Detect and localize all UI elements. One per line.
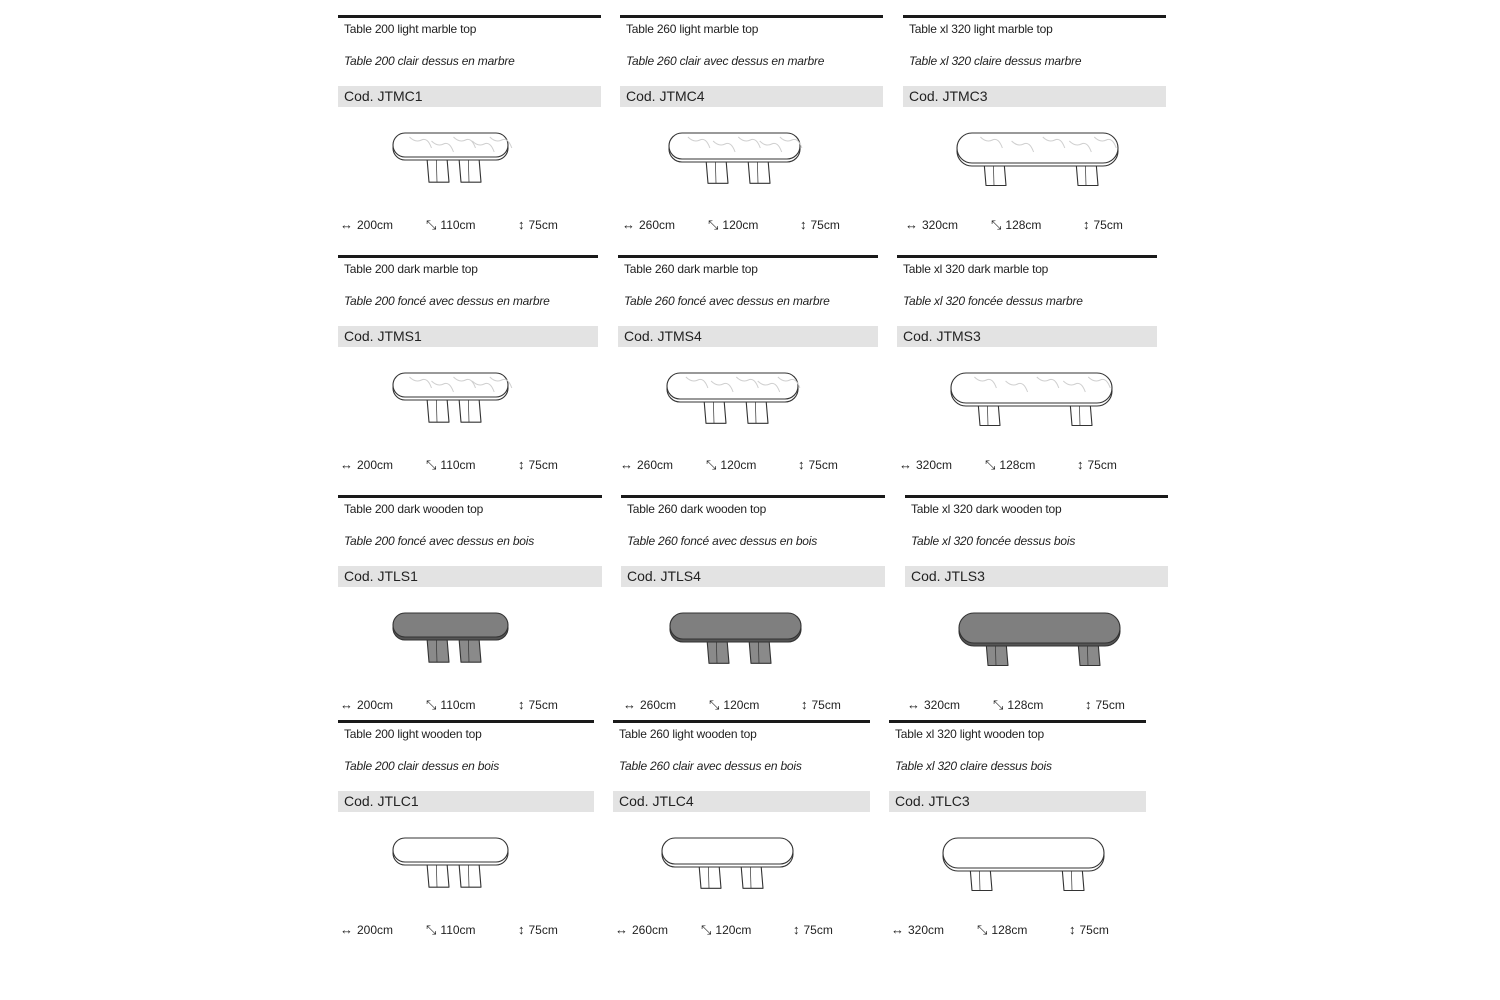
dimension-height [1085,697,1125,712]
table-illustration [620,123,883,209]
product-name-fr: Table 200 clair dessus en bois [344,759,499,773]
width-value: 260cm [637,458,674,472]
dimensions-row [621,697,885,715]
section-rule [613,720,870,723]
dimension-width [340,457,393,472]
section-rule [903,15,1166,18]
height-value: 75cm [528,458,558,472]
product-code-bar [897,326,1157,347]
depth-arrow-icon: ⤡ [977,922,988,937]
table-top [393,133,512,160]
height-value: 75cm [1079,923,1109,937]
depth-value: 120cm [720,458,757,472]
table-illustration [613,828,876,914]
dimension-height [518,697,558,712]
height-value: 75cm [1095,698,1125,712]
height-arrow-icon: ↕ [800,217,807,232]
height-value: 75cm [810,218,840,232]
dimensions-row [905,697,1168,715]
product-card [905,495,1168,721]
product-name-fr: Table 200 clair dessus en marbre [344,54,515,68]
dimensions-row [338,217,601,235]
product-name-en: Table xl 320 light marble top [909,22,1053,36]
width-value: 260cm [632,923,669,937]
section-rule [620,15,883,18]
product-code-bar [905,566,1168,587]
table-illustration [889,828,1152,914]
width-value: 320cm [908,923,945,937]
dimensions-row [889,922,1146,940]
product-code-bar [338,326,598,347]
width-arrow-icon: ↔ [899,457,912,472]
product-code-bar [620,86,883,107]
depth-arrow-icon: ⤡ [709,697,720,712]
dimension-height [800,217,840,232]
height-arrow-icon: ↕ [793,922,800,937]
height-value: 75cm [811,698,841,712]
product-code-bar [613,791,870,812]
depth-value: 110cm [440,698,476,712]
product-name-en: Table 200 dark marble top [344,262,478,276]
dimension-width [340,697,393,712]
product-card [613,720,870,946]
dimension-width [340,217,393,232]
product-code: Cod. JTLC1 [344,793,419,809]
table-top [393,838,508,865]
product-code-bar [903,86,1166,107]
depth-value: 110cm [440,923,476,937]
product-code: Cod. JTLS3 [911,568,985,584]
product-code-bar [338,791,594,812]
depth-value: 128cm [1007,698,1044,712]
product-code-bar [338,86,601,107]
height-arrow-icon: ↕ [801,697,808,712]
section-rule [338,720,594,723]
dimension-depth [426,697,476,713]
product-code: Cod. JTMS1 [344,328,422,344]
width-value: 260cm [639,218,676,232]
table-top [951,373,1112,406]
width-value: 200cm [357,458,394,472]
height-value: 75cm [528,698,558,712]
product-card [338,495,602,721]
table-illustration [621,603,884,689]
height-arrow-icon: ↕ [1069,922,1076,937]
product-code: Cod. JTMS3 [903,328,981,344]
depth-arrow-icon: ⤡ [426,922,437,937]
product-card [897,255,1157,481]
dimension-height [798,457,838,472]
dimension-depth [977,922,1027,938]
dimension-width [615,922,668,937]
product-card [618,255,878,481]
width-arrow-icon: ↔ [623,697,636,712]
table-top [393,613,508,640]
dimensions-row [620,217,883,235]
width-value: 200cm [357,698,394,712]
product-name-en: Table 260 dark wooden top [627,502,767,516]
table-illustration [618,363,881,449]
product-name-en: Table 200 light wooden top [344,727,482,741]
height-value: 75cm [528,218,558,232]
dimension-depth [993,697,1043,713]
depth-arrow-icon: ⤡ [708,217,719,232]
section-rule [618,255,878,258]
product-code: Cod. JTMC1 [344,88,423,104]
product-card [903,15,1166,241]
product-name-en: Table xl 320 light wooden top [895,727,1044,741]
depth-value: 128cm [1005,218,1042,232]
dimension-depth [991,217,1041,233]
height-arrow-icon: ↕ [518,217,525,232]
dimensions-row [897,457,1157,475]
product-name-fr: Table 200 foncé avec dessus en bois [344,534,535,548]
table-top [957,133,1118,166]
product-name-fr: Table 260 clair avec dessus en marbre [626,54,825,68]
product-code: Cod. JTLC3 [895,793,970,809]
product-code-bar [621,566,885,587]
height-value: 75cm [1087,458,1117,472]
product-code-bar [889,791,1146,812]
product-code: Cod. JTLS4 [627,568,701,584]
table-illustration [338,828,601,914]
depth-arrow-icon: ⤡ [706,457,717,472]
width-arrow-icon: ↔ [340,457,353,472]
product-name-en: Table 260 light wooden top [619,727,757,741]
product-name-fr: Table xl 320 foncée dessus bois [911,534,1076,548]
width-value: 320cm [924,698,961,712]
table-top [959,613,1120,646]
product-name-en: Table xl 320 dark wooden top [911,502,1062,516]
height-value: 75cm [1093,218,1123,232]
dimension-height [518,457,558,472]
dimension-depth [426,922,476,938]
width-value: 320cm [916,458,953,472]
product-name-fr: Table 200 foncé avec dessus en marbre [344,294,550,308]
section-rule [338,495,602,498]
depth-arrow-icon: ⤡ [426,697,437,712]
table-illustration [338,603,601,689]
dimension-width [891,922,944,937]
product-name-fr: Table 260 foncé avec dessus en bois [627,534,818,548]
dimension-height [1077,457,1117,472]
width-arrow-icon: ↔ [340,697,353,712]
dimension-height [801,697,841,712]
dimensions-row [618,457,878,475]
product-code: Cod. JTLC4 [619,793,694,809]
dimension-depth [708,217,758,233]
height-arrow-icon: ↕ [518,457,525,472]
section-rule [889,720,1146,723]
height-value: 75cm [808,458,838,472]
section-rule [905,495,1168,498]
dimension-width [620,457,673,472]
product-code-bar [618,326,878,347]
dimension-width [340,922,393,937]
dimension-depth [985,457,1035,473]
product-name-fr: Table xl 320 claire dessus bois [895,759,1052,773]
depth-arrow-icon: ⤡ [426,217,437,232]
dimension-depth [701,922,751,938]
depth-value: 120cm [723,698,760,712]
height-arrow-icon: ↕ [518,922,525,937]
width-value: 260cm [640,698,677,712]
dimension-height [518,922,558,937]
table-illustration [903,123,1166,209]
table-illustration [338,123,601,209]
height-arrow-icon: ↕ [798,457,805,472]
height-value: 75cm [803,923,833,937]
product-card [338,15,601,241]
product-name-fr: Table 260 clair avec dessus en bois [619,759,802,773]
width-arrow-icon: ↔ [615,922,628,937]
product-card [621,495,885,721]
depth-value: 128cm [991,923,1028,937]
table-illustration [338,363,601,449]
depth-value: 110cm [440,218,476,232]
depth-arrow-icon: ⤡ [993,697,1004,712]
product-code-bar [338,566,602,587]
width-arrow-icon: ↔ [622,217,635,232]
table-top [943,838,1104,871]
dimension-width [905,217,958,232]
dimension-depth [706,457,756,473]
table-top [393,373,512,400]
dimensions-row [613,922,870,940]
width-arrow-icon: ↔ [620,457,633,472]
dimensions-row [338,697,602,715]
table-top [667,373,800,402]
table-top [669,133,802,162]
product-name-fr: Table 260 foncé avec dessus en marbre [624,294,830,308]
dimension-depth [426,457,476,473]
section-rule [897,255,1157,258]
height-arrow-icon: ↕ [1085,697,1092,712]
dimensions-row [338,457,598,475]
product-name-en: Table xl 320 dark marble top [903,262,1049,276]
depth-value: 120cm [715,923,752,937]
width-arrow-icon: ↔ [340,217,353,232]
product-name-fr: Table xl 320 foncée dessus marbre [903,294,1083,308]
product-name-en: Table 260 dark marble top [624,262,758,276]
width-value: 320cm [922,218,959,232]
product-name-en: Table 200 light marble top [344,22,477,36]
dimension-width [622,217,675,232]
product-code: Cod. JTMC3 [909,88,988,104]
dimension-height [1083,217,1123,232]
section-rule [338,15,601,18]
width-arrow-icon: ↔ [340,922,353,937]
depth-value: 128cm [999,458,1036,472]
product-name-en: Table 260 light marble top [626,22,759,36]
width-arrow-icon: ↔ [907,697,920,712]
product-card [338,720,594,946]
product-card [889,720,1146,946]
dimensions-row [903,217,1166,235]
depth-value: 110cm [440,458,476,472]
depth-arrow-icon: ⤡ [991,217,1002,232]
section-rule [621,495,885,498]
dimensions-row [338,922,594,940]
height-arrow-icon: ↕ [1083,217,1090,232]
width-value: 200cm [357,218,394,232]
dimension-depth [426,217,476,233]
dimension-height [518,217,558,232]
table-illustration [897,363,1160,449]
height-arrow-icon: ↕ [1077,457,1084,472]
table-illustration [905,603,1168,689]
dimension-height [793,922,833,937]
product-name-en: Table 200 dark wooden top [344,502,484,516]
dimension-width [907,697,960,712]
depth-arrow-icon: ⤡ [701,922,712,937]
depth-arrow-icon: ⤡ [426,457,437,472]
depth-value: 120cm [722,218,759,232]
width-value: 200cm [357,923,394,937]
product-card [338,255,598,481]
dimension-height [1069,922,1109,937]
product-code: Cod. JTMS4 [624,328,702,344]
width-arrow-icon: ↔ [891,922,904,937]
height-arrow-icon: ↕ [518,697,525,712]
product-code: Cod. JTLS1 [344,568,418,584]
height-value: 75cm [528,923,558,937]
depth-arrow-icon: ⤡ [985,457,996,472]
product-name-fr: Table xl 320 claire dessus marbre [909,54,1082,68]
table-top [662,838,793,867]
dimension-width [899,457,952,472]
product-code: Cod. JTMC4 [626,88,705,104]
dimension-depth [709,697,759,713]
section-rule [338,255,598,258]
dimension-width [623,697,676,712]
product-card [620,15,883,241]
table-top [670,613,801,642]
width-arrow-icon: ↔ [905,217,918,232]
